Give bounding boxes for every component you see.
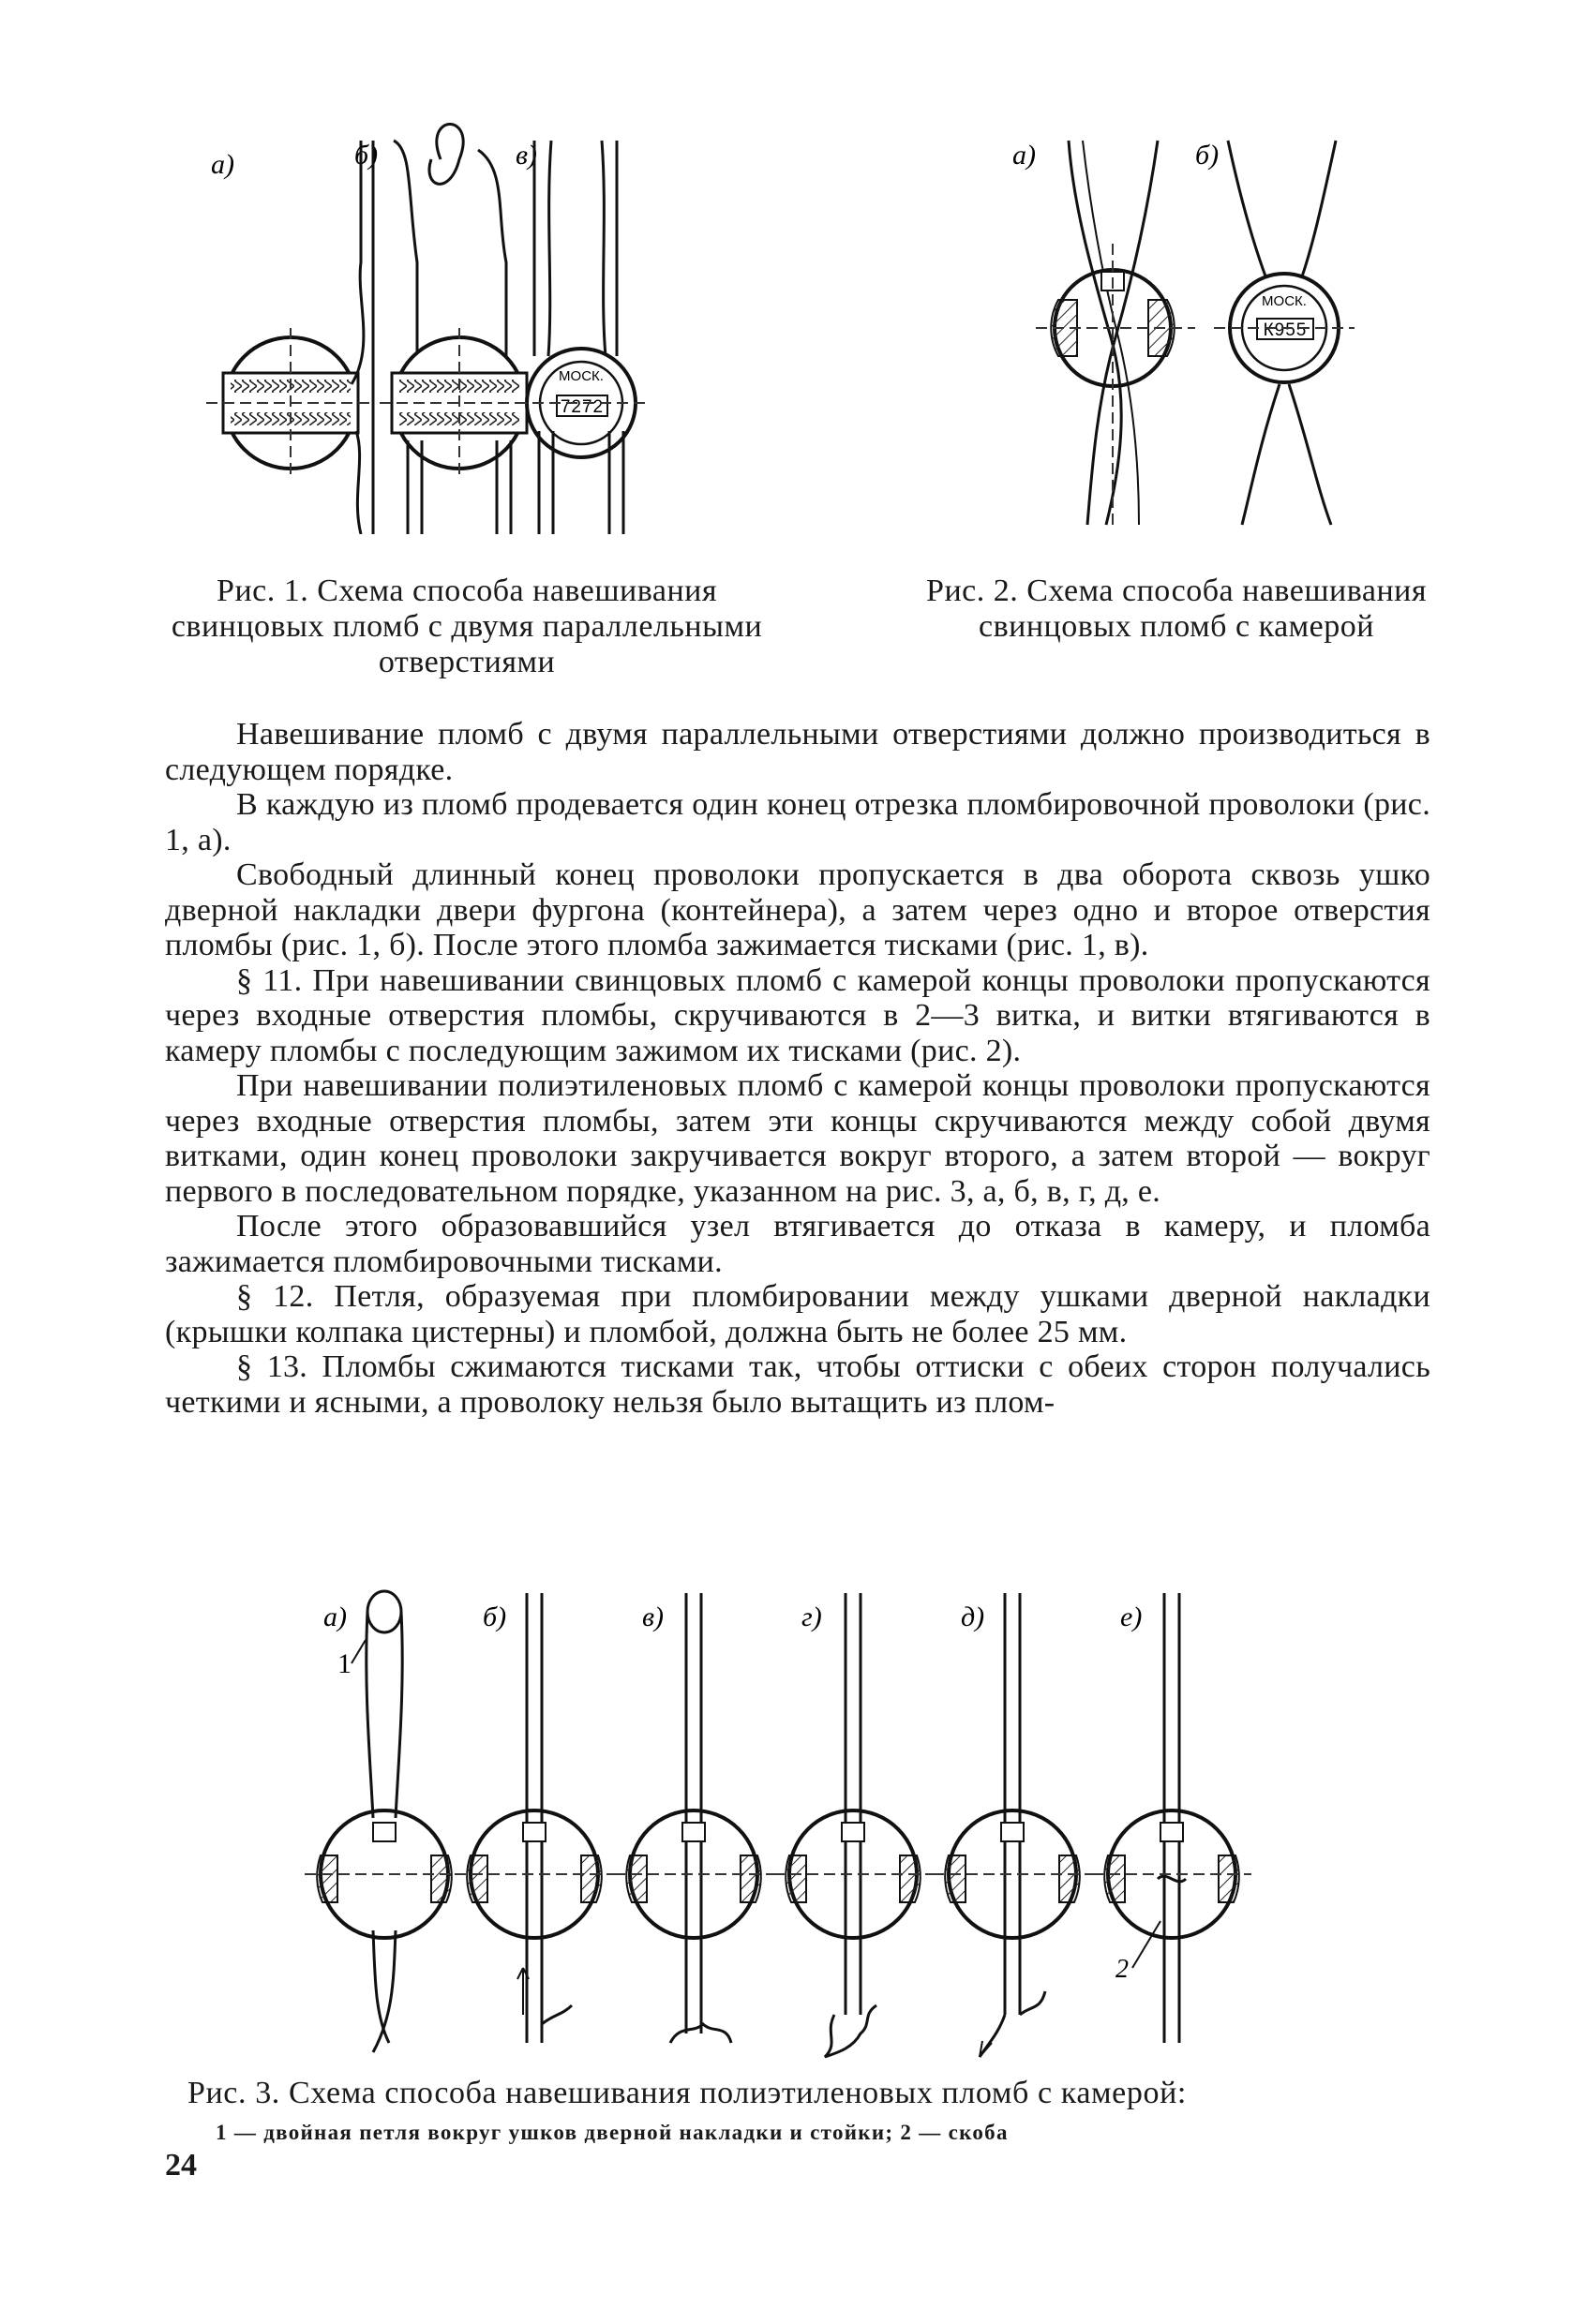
paragraph: Навешивание пломб с двумя параллельными отверстиями должно производиться в следующем порядке. (165, 717, 1430, 787)
fig1-seal-arc: МОСК. (559, 368, 604, 384)
figure-2 (1008, 131, 1383, 534)
fig3-panel-e (933, 1593, 1092, 2057)
fig1-label-c: в) (516, 140, 538, 171)
fig3-panel-c (614, 1593, 773, 2043)
fig1-label-b: б) (354, 140, 379, 171)
fig3-label-e: д) (961, 1601, 985, 1632)
figure-3-drawing (300, 1574, 1350, 2062)
fig1-label-a: а) (211, 149, 234, 180)
paragraph: При навешивании полиэтиленовых пломб с камерой концы проволоки пропускаются через входные отверстия пломбы, затем эти концы скручиваются между собой двумя витками, один конец проволоки закручивается вокруг второго, а затем второй — вокруг первого в последовательном порядке, указанном на рис. 3, а, б, в, г, д, е. (165, 1068, 1430, 1209)
fig3-panel-f (1092, 1593, 1251, 2043)
fig1-seal-c (516, 141, 647, 534)
fig3-label-a: а) (323, 1601, 347, 1632)
fig3-label-d: г) (801, 1601, 822, 1632)
fig3-callout-2: 2 (1115, 1955, 1129, 1984)
figure-1-drawing (197, 122, 722, 534)
fig2-seal-a (1036, 141, 1195, 525)
page-number: 24 (165, 2148, 197, 2182)
fig2-seal-b (1214, 141, 1355, 525)
fig2-label-b: б) (1195, 140, 1220, 171)
figure-3-legend: 1 — двойная петля вокруг ушков дверной накладки и стойки; 2 — скоба (216, 2121, 1009, 2144)
body-text (165, 717, 1430, 1420)
fig2-seal-code: К955 (1263, 320, 1308, 340)
fig3-label-c: в) (642, 1601, 665, 1632)
paragraph: § 11. При навешивании свинцовых пломб с камерой концы проволоки пропускаются через входные отверстия пломбы, скручиваются в 2—3 витка, и витки втягиваются в камеру пломбы с последующим зажимом их тисками (рис. 2). (165, 962, 1430, 1068)
paragraph: § 13. Пломбы сжимаются тисками так, чтобы оттиски с обеих сторон получались четкими и ясными, а проволоку нельзя было вытащить из плом- (165, 1349, 1430, 1420)
paragraph: Свободный длинный конец проволоки пропускается в два оборота сквозь ушко дверной накладки двери фургона (контейнера), а затем через одно и второе отверстия пломбы (рис. 1, б). После этого пломба зажимается тисками (рис. 1, в). (165, 857, 1430, 962)
fig3-callout-1: 1 (337, 1648, 352, 1679)
fig3-panel-a (305, 1591, 464, 2052)
fig3-label-f: е) (1120, 1601, 1143, 1632)
figure-3 (300, 1574, 1350, 2062)
figure-2-caption: Рис. 2. Схема способа навешивания свинцовых пломб с камерой (926, 574, 1427, 644)
paragraph: § 12. Петля, образуемая при пломбировании между ушками дверной накладки (крышки колпака цистерны) и пломбой, должна быть не более 25 мм. (165, 1279, 1430, 1349)
fig2-label-a: а) (1012, 140, 1036, 171)
figure-3-caption: Рис. 3. Схема способа навешивания полиэтиленовых пломб с камерой: (187, 2076, 1187, 2110)
fig3-panel-b (455, 1593, 614, 2043)
fig3-panel-d (773, 1593, 933, 2057)
fig1-seal-code: 7272 (560, 397, 605, 417)
fig1-seal-b (380, 125, 544, 535)
paragraph: В каждую из пломб продевается один конец отрезка пломбировочной проволоки (рис. 1, а). (165, 787, 1430, 857)
figure-1-caption: Рис. 1. Схема способа навешивания свинцовых пломб с двумя параллельными отверстиями (171, 574, 763, 679)
fig1-seal-a (206, 328, 375, 478)
fig2-seal-arc: МОСК. (1262, 293, 1307, 309)
paragraph: После этого образовавшийся узел втягивается до отказа в камеру, и пломба зажимается пломбировочными тисками. (165, 1209, 1430, 1279)
fig3-label-b: б) (483, 1601, 507, 1632)
figure-1 (197, 122, 722, 534)
figure-2-drawing (1008, 131, 1383, 534)
